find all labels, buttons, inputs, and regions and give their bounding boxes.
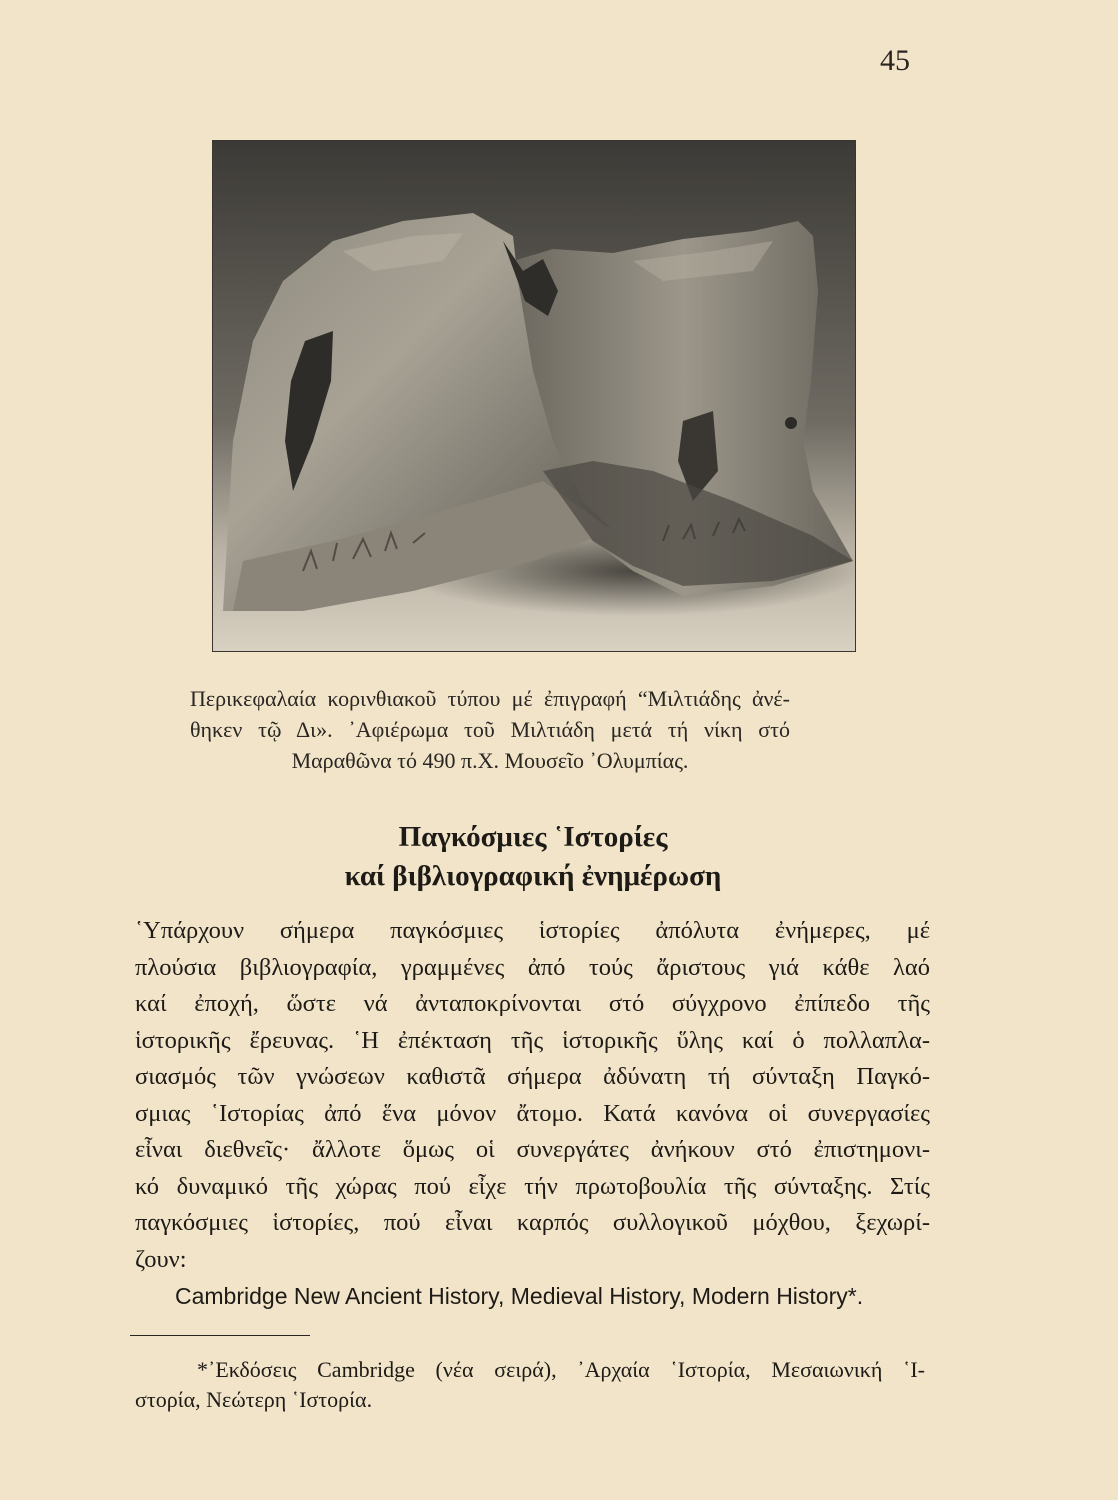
heading-line-2: καί βιβλιογραφική ἐνημέρωση bbox=[344, 860, 722, 892]
body-line: πλούσια βιβλιογραφία, γραμμένες ἀπό τούς ἄριστους γιά κάθε λαό bbox=[135, 953, 930, 981]
body-paragraph bbox=[135, 913, 930, 1315]
page-number: 45 bbox=[880, 44, 910, 77]
footnote-divider bbox=[130, 1335, 310, 1336]
caption-line: Μαραθῶνα τό 490 π.Χ. Μουσεῖο ᾿Ολυμπίας. bbox=[291, 748, 689, 773]
section-heading bbox=[138, 818, 928, 896]
photo-caption bbox=[190, 683, 790, 776]
footnote bbox=[135, 1355, 925, 1415]
body-line: ζουν: bbox=[135, 1245, 187, 1273]
heading-line-1: Παγκόσμιες ῾Ιστορίες bbox=[398, 821, 668, 853]
body-line: καί ἐποχή, ὥστε νά ἀνταποκρίνονται στό σύγχρονο ἐπίπεδο τῆς bbox=[135, 990, 930, 1017]
body-line: σιασμός τῶν γνώσεων καθιστᾶ σήμερα ἀδύνατη τή σύνταξη Παγκό- bbox=[135, 1063, 930, 1090]
body-line: ῾Υπάρχουν σήμερα παγκόσμιες ἱστορίες ἀπόλυτα ἐνήμερες, μέ bbox=[135, 917, 930, 944]
caption-line: Περικεφαλαία κορινθιακοῦ τύπου μέ ἐπιγραφή “Μιλτιάδης ἀνέ- bbox=[190, 686, 790, 711]
caption-line: θηκεν τῷ Δι». ᾿Αφιέρωμα τοῦ Μιλτιάδη μετά τή νίκη στό bbox=[190, 717, 790, 742]
helmet-illustration bbox=[213, 141, 855, 651]
body-line: ἱστορικῆς ἔρευνας. ῾Η ἐπέκταση τῆς ἱστορικῆς ὕλης καί ὁ πολλαπλα- bbox=[135, 1026, 930, 1054]
body-line: παγκόσμιες ἱστορίες, πού εἶναι καρπός συλλογικοῦ μόχθου, ξεχωρί- bbox=[135, 1209, 930, 1236]
footnote-line: *᾿Εκδόσεις Cambridge (νέα σειρά), ᾿Αρχαία ῾Ιστορία, Μεσαιωνική ῾Ι- bbox=[197, 1357, 925, 1382]
cambridge-history-line: Cambridge New Ancient History, Medieval History, Modern History*. bbox=[175, 1283, 864, 1309]
helmet-photo bbox=[212, 140, 856, 652]
body-line: εἶναι διεθνεῖς· ἄλλοτε ὅμως οἱ συνεργάτες ἀνήκουν στό ἐπιστημονι- bbox=[135, 1136, 930, 1163]
body-line: σμιας ῾Ιστορίας ἀπό ἕνα μόνον ἄτομο. Κατά κανόνα οἱ συνεργασίες bbox=[135, 1099, 930, 1127]
body-line: κό δυναμικό τῆς χώρας πού εἶχε τήν πρωτοβουλία τῆς σύνταξης. Στίς bbox=[135, 1172, 930, 1200]
footnote-line: στορία, Νεώτερη ῾Ιστορία. bbox=[135, 1387, 373, 1412]
